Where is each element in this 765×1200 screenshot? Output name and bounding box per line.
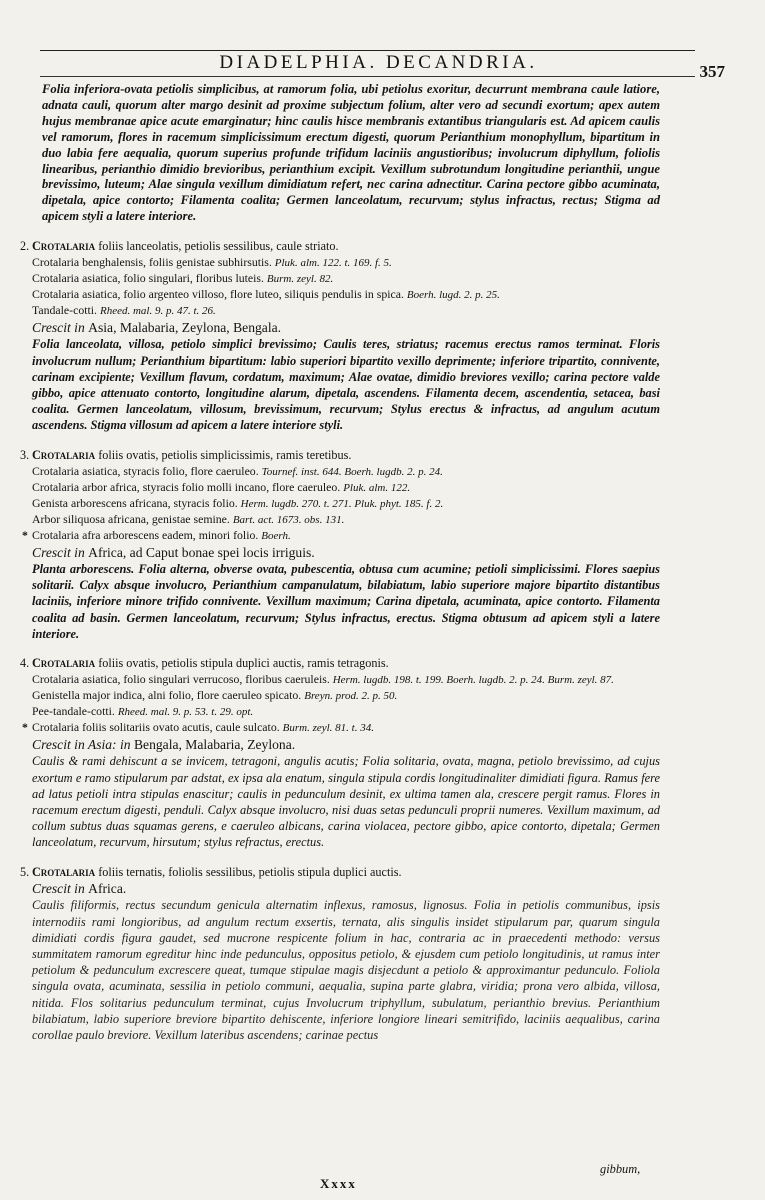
synonym-text: Genista arborescens africana, styracis folio.: [32, 495, 238, 510]
synonym-line: [20, 255, 660, 271]
synonym-reference: Rheed. mal. 9. p. 47. t. 26.: [99, 305, 216, 318]
entry-diagnosis: [20, 448, 660, 464]
synonym-text: Crotalaria asiatica, folio argenteo villoso, flore luteo, siliquis pendulis in spica.: [32, 287, 404, 302]
species-entries: [20, 239, 660, 1043]
header-rule-top: [40, 50, 695, 51]
habitat-place: Bengala, Malabaria, Zeylona.: [133, 737, 296, 753]
species-description: Planta arborescens. Folia alterna, obverse ovata, pubescentia, obtusa cum acumine; petioli simplicissimi. Flores saepius solitarii. Calyx absque involucro, Perianthium campanulatum, bilabiatum, labio superiore majore bipartito distantibus laciniis, inferiore minore trifido connivente. Vexillum maximum; Carina dipetala, acuminata, apice contorto. Filamenta coalita ad basin. Germen lanceolatum, recurvum; Stylus infractus, erectus. Stigma obtusum ad apicem styli a latere interiore.: [32, 562, 660, 641]
synonym-line: [20, 464, 660, 480]
synonym-line: [20, 271, 660, 287]
habitat-label: Crescit in: [32, 545, 85, 561]
synonym-line: [20, 688, 660, 704]
synonym-text: Crotalaria benghalensis, foliis genistae subhirsutis.: [32, 255, 272, 270]
asterisk-mark: *: [22, 720, 28, 735]
asterisk-mark: *: [22, 527, 28, 542]
synonym-line: [20, 287, 660, 303]
synonym-reference: Herm. lugdb. 198. t. 199. Boerh. lugdb. 2. p. 24. Burm. zeyl. 87.: [332, 673, 614, 686]
page-body: [20, 82, 660, 1043]
species-entry: [20, 865, 660, 1044]
diagnosis-text: foliis ovatis, petiolis stipula duplici auctis, ramis tetragonis.: [95, 656, 389, 671]
synonym-text: Pee-tandale-cotti.: [32, 704, 115, 719]
habitat-place: Asia, Malabaria, Zeylona, Bengala.: [88, 320, 282, 336]
synonym-text: Tandale-cotti.: [32, 303, 98, 318]
synonym-line: [20, 512, 660, 528]
synonym-reference: Pluk. alm. 122.: [343, 481, 411, 494]
header-rule-bottom: [40, 76, 695, 77]
genus-name: Crotalaria: [32, 864, 96, 879]
synonym-text: Crotalaria asiatica, folio singulari verrucoso, floribus caeruleis.: [32, 671, 330, 686]
synonym-text: Arbor siliquosa africana, genistae semine.: [32, 511, 230, 526]
entry-number: 5.: [20, 864, 30, 879]
species-entry: [20, 448, 660, 642]
species-entry: [20, 656, 660, 851]
entry-number: 3.: [20, 447, 30, 462]
species-description: Caulis filiformis, rectus secundum genicula alternatim inflexus, ramosus, lignosus. Folia in petiolis communibus, ipsis internodiis rami longioribus, ad angulum rectum exsertis, ternata, alis singulis insidet stipularum par, quarum singula dimidiati cordis figura gaudet, sed mucrone respicente folium in hac, contraria ac in praecedenti methodo: versus summitatem ramorum egreditur hinc inde pedunculus, oppositus petiolo, & ejusdem cum petiolo longitudinis, ut ramus inter petiolum & pedunculum excrescere queat, tumque stipulae magis disjecdunt a petiolo & approximantur pedunculo. Foliola singula ovata, acuminata, sessilia in petiolo communi, aequalia, supina parte glabra, viridia; prona vero albida, villosa, nitida. Flos solitarius pedunculum terminat, cujus Involucrum triphyllum, subulatum, perianthio brevius. Perianthium bilabiatum, labio superiore breviore bipartito dehiscente, inferiore longiore lineari semitrifido, laciniis aequalibus, carina corollae paulo breviore. Vexillum lateribus ascendens; carinae pectus: [32, 898, 660, 1043]
synonym-text: Crotalaria afra arborescens eadem, minori folio.: [32, 527, 259, 542]
synonym-reference: Burm. zeyl. 82.: [266, 273, 334, 286]
entry-number: 4.: [20, 656, 30, 671]
entry-number: 2.: [20, 239, 30, 254]
habitat-label: Crescit in: [32, 320, 85, 336]
habitat-place: Africa, ad Caput bonae spei locis irriguis.: [88, 545, 315, 561]
synonym-reference: Boerh. lugd. 2. p. 25.: [406, 289, 500, 302]
intro-paragraph: Folia inferiora-ovata petiolis simplicibus, at ramorum folia, ubi petiolus exoritur, decurrunt membrana caule latiore, adnata cauli, quorum alter margo desinit ad proxime subjectum folium, alter vero ad secundi exortum; apex autem hujus membranae apice acute emarginatur; hinc caulis hisce membranis extantibus triangularis est. Ad apicem caulis vel ramorum, flores in racemum simplicissimum erectum digesti, quorum Perianthium monophyllum, bipartitum in duo labia fere aequalia, quorum superius profunde trifidum laciniis angustioribus; involucrum diphyllum, foliolis linearibus, perianthio dimidio brevioribus, perianthium excipit. Vexillum subrotundum longitudine perianthii, ungue brevissimo, luteum; Alae singula vexillum dimidiatum refert, nec carina adnectitur. Carina pectore gibbo acuminata, dipetala, apice contorto; Filamenta coalita; Germen lanceolatum, recurvum; stylus infractus, rectus; Stigma ad apicem styli a latere interiore.: [42, 82, 660, 224]
running-title: DIADELPHIA. DECANDRIA.: [219, 52, 538, 73]
synonym-text: Crotalaria asiatica, styracis folio, flore caeruleo.: [32, 463, 259, 478]
diagnosis-text: foliis lanceolatis, petiolis sessilibus, caule striato.: [95, 239, 339, 254]
habitat-label: Crescit in: [32, 881, 85, 897]
synonym-reference: Pluk. alm. 122. t. 169. f. 5.: [274, 257, 392, 270]
habitat-place: Africa.: [88, 881, 127, 897]
synonym-line: [20, 672, 660, 688]
diagnosis-text: foliis ovatis, petiolis simplicissimis, ramis teretibus.: [95, 447, 352, 462]
synonym-text: Crotalaria arbor africa, styracis folio molli incano, flore caeruleo.: [32, 479, 341, 494]
synonym-reference: Tournef. inst. 644. Boerh. lugdb. 2. p. 24.: [261, 465, 443, 478]
synonym-line: [20, 480, 660, 496]
synonym-reference: Herm. lugdb. 270. t. 271. Pluk. phyt. 185. f. 2.: [240, 497, 444, 510]
synonym-line: [20, 496, 660, 512]
page-number: 357: [699, 62, 725, 81]
synonym-reference: Breyn. prod. 2. p. 50.: [304, 690, 398, 703]
genus-name: Crotalaria: [32, 239, 96, 254]
page-footer: [0, 1162, 765, 1196]
entry-diagnosis: [20, 239, 660, 255]
genus-name: Crotalaria: [32, 656, 96, 671]
synonym-text: Crotalaria foliis solitariis ovato acutis, caule sulcato.: [32, 720, 280, 735]
page-header: [32, 40, 725, 80]
habitat-line: [20, 319, 660, 336]
diagnosis-text: foliis ternatis, foliolis sessilibus, petiolis stipula duplici auctis.: [95, 864, 402, 879]
synonym-reference: Bart. act. 1673. obs. 131.: [232, 513, 345, 526]
synonym-line: [20, 720, 660, 736]
catchword: gibbum,: [600, 1162, 641, 1176]
synonym-reference: Rheed. mal. 9. p. 53. t. 29. opt.: [117, 706, 254, 719]
species-description: Folia lanceolata, villosa, petiolo simplici brevissimo; Caulis teres, striatus; racemus erectus ramos terminat. Floris involucrum nullum; Perianthium bipartitum: labio superiori bipartito vexillo deprimente; inferiore tripartito, connivente, carinam excipiente; Vexillum flavum, cordatum, maximum; Alae ovatae, dimidio breviores vexillo; carina pectore valde gibbo, apice attenuato contorto, longitudine alarum, dipetala, ascendens. Filamenta decem, ascendentia, setacea, basi coalita. Germen lanceolatum, villosum, brevissimum, recurvum; Stylus erectus & infractus, ad angulum acutum ascendens. Stigma villosum ad apicem a latere interiore styli.: [32, 337, 660, 433]
habitat-line: [20, 880, 660, 897]
habitat-line: [20, 736, 660, 753]
species-entry: [20, 239, 660, 434]
synonym-line: [20, 303, 660, 319]
synonym-line: [20, 528, 660, 544]
entry-diagnosis: [20, 865, 660, 881]
synonym-reference: Boerh.: [261, 529, 291, 542]
entry-diagnosis: [20, 656, 660, 672]
synonym-line: [20, 704, 660, 720]
habitat-label: Crescit in Asia: in: [32, 737, 131, 753]
synonym-text: Crotalaria asiatica, folio singulari, floribus luteis.: [32, 271, 264, 286]
species-description: Caulis & rami dehiscunt a se invicem, tetragoni, angulis acutis; Folia solitaria, ovata, magna, petiolo brevissimo, ad cujus exortum e ramo stipularum par adstat, ex ipsa ala enatum, singula stipula cordis longitudinaliter dimidiati figura. Ramus fere ad latus petioli intra stipulas enascitur; caulis in pedunculum desinit, ex ultima tamen ala, crescere pergit ramus. Flores in racemum erectum digesti, penduli. Calyx absque involucro, nisi duas setas pedunculi proprii numeres. Vexillum maximum, ad collum subtus duas squamas gerens, e caeruleo albicans, carina violacea, pectore gibbo, apice contorto, dipetala; Germen lanceolatum, recurvum, hirsutum; stylus refractus, erectus.: [32, 754, 660, 850]
genus-name: Crotalaria: [32, 447, 96, 462]
synonym-text: Genistella major indica, alni folio, flore caeruleo spicato.: [32, 688, 302, 703]
habitat-line: [20, 544, 660, 561]
synonym-reference: Burm. zeyl. 81. t. 34.: [282, 722, 374, 735]
signature-mark: Xxxx: [320, 1176, 357, 1191]
